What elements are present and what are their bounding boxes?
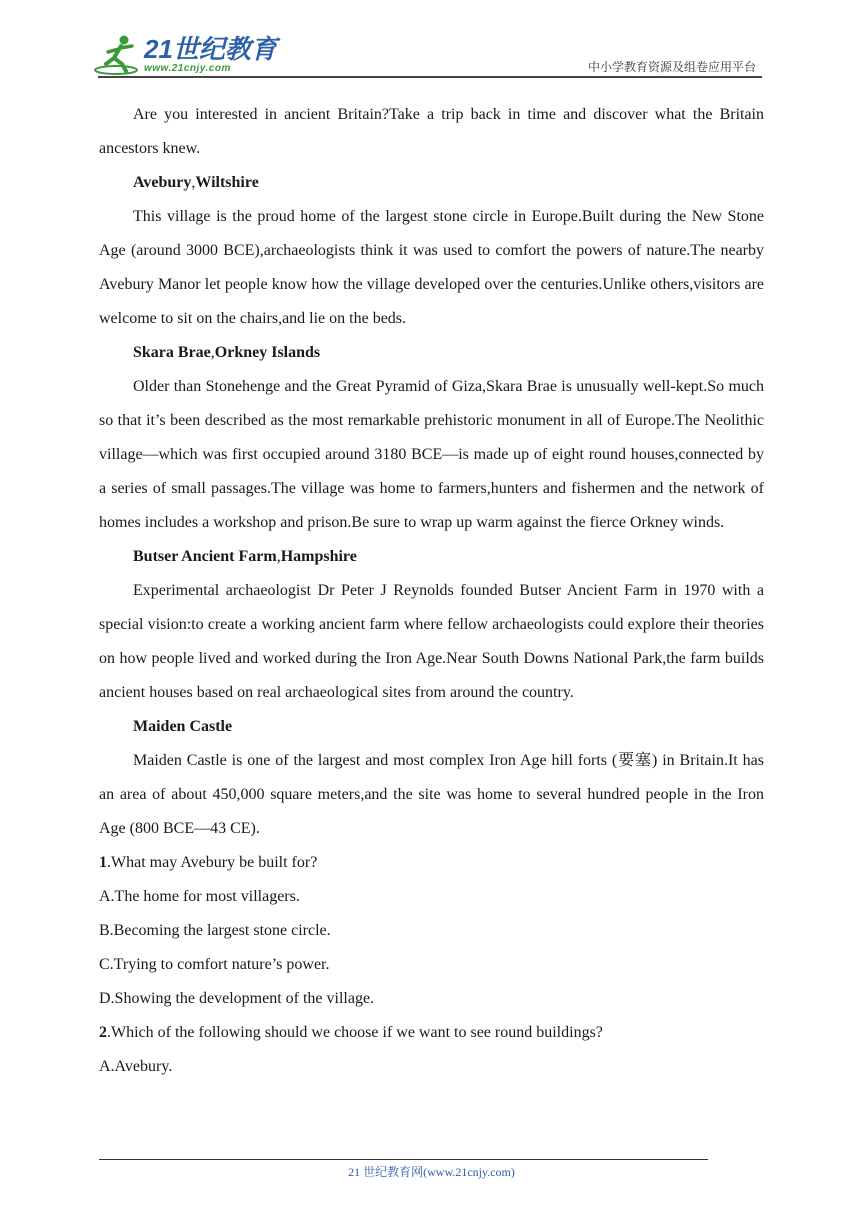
logo-text: 21世纪教育 xyxy=(144,34,277,64)
section-paragraph: This village is the proud home of the largest stone circle in Europe.Built during the New Stone Age (around 3000 BCE),archaeologists think it was used to comfort the powers of nature.The nearby Avebury Manor let people know how the village developed over the centuries.Unlike others,visitors are welcome to sit on the chairs,and lie on the beds. xyxy=(99,208,764,327)
question-number: 2 xyxy=(99,1024,107,1041)
question-text: .What may Avebury be built for? xyxy=(107,854,318,871)
answer-option: C.Trying to comfort nature’s power. xyxy=(99,956,330,973)
header-tagline: 中小学教育资源及组卷应用平台 xyxy=(587,60,756,74)
section-place: Maiden Castle xyxy=(133,718,233,735)
section-heading xyxy=(99,166,764,200)
section-place: Butser Ancient Farm xyxy=(133,548,277,565)
section-region: Hampshire xyxy=(280,548,357,565)
section-separator: , xyxy=(191,174,196,191)
question-number: 1 xyxy=(99,854,107,871)
page-header xyxy=(94,30,764,78)
section-separator: , xyxy=(210,344,215,361)
footer-text: 21 世纪教育网(www.21cnjy.com) xyxy=(348,1165,515,1179)
question-stem xyxy=(99,1016,764,1050)
section-heading xyxy=(99,710,764,744)
footer-divider xyxy=(99,1159,708,1160)
section-heading xyxy=(99,540,764,574)
answer-option: A.Avebury. xyxy=(99,1058,173,1075)
section-heading xyxy=(99,336,764,370)
logo-url: www.21cnjy.com xyxy=(144,63,231,74)
header-divider xyxy=(98,76,762,78)
answer-option: D.Showing the development of the village. xyxy=(99,990,375,1007)
question-text: .Which of the following should we choose if we want to see round buildings? xyxy=(107,1024,603,1041)
section-place: Skara Brae xyxy=(133,344,211,361)
section-region: Wiltshire xyxy=(195,174,259,191)
section-separator: , xyxy=(276,548,281,565)
document-body xyxy=(99,98,764,1084)
passage-intro: Are you interested in ancient Britain?Take a trip back in time and discover what the Britain ancestors knew. xyxy=(99,106,764,157)
section-paragraph: Maiden Castle is one of the largest and most complex Iron Age hill forts (要塞) in Britain.It has an area of about 450,000 square meters,and the site was home to several hundred people in the Iron Age (800 BCE—43 CE). xyxy=(99,752,764,837)
question-stem xyxy=(99,846,764,880)
section-paragraph: Older than Stonehenge and the Great Pyramid of Giza,Skara Brae is unusually well-kept.So much so that it’s been described as the most remarkable prehistoric monument in all of Europe.The Neolithic village—which was first occupied around 3180 BCE—is made up of eight round houses,connected by a series of small passages.The village was home to farmers,hunters and fishermen and the network of homes includes a workshop and prison.Be sure to wrap up warm against the fierce Orkney winds. xyxy=(99,378,764,531)
answer-option: A.The home for most villagers. xyxy=(99,888,300,905)
section-region: Orkney Islands xyxy=(214,344,321,361)
running-figure-logo-icon xyxy=(94,34,140,76)
answer-option: B.Becoming the largest stone circle. xyxy=(99,922,331,939)
section-place: Avebury xyxy=(133,174,192,191)
section-paragraph: Experimental archaeologist Dr Peter J Reynolds founded Butser Ancient Farm in 1970 with a special vision:to create a working ancient farm where fellow archaeologists could explore their theories on how people lived and worked during the Iron Age.Near South Downs National Park,the farm builds ancient houses based on real archaeological sites from around the country. xyxy=(99,582,764,701)
